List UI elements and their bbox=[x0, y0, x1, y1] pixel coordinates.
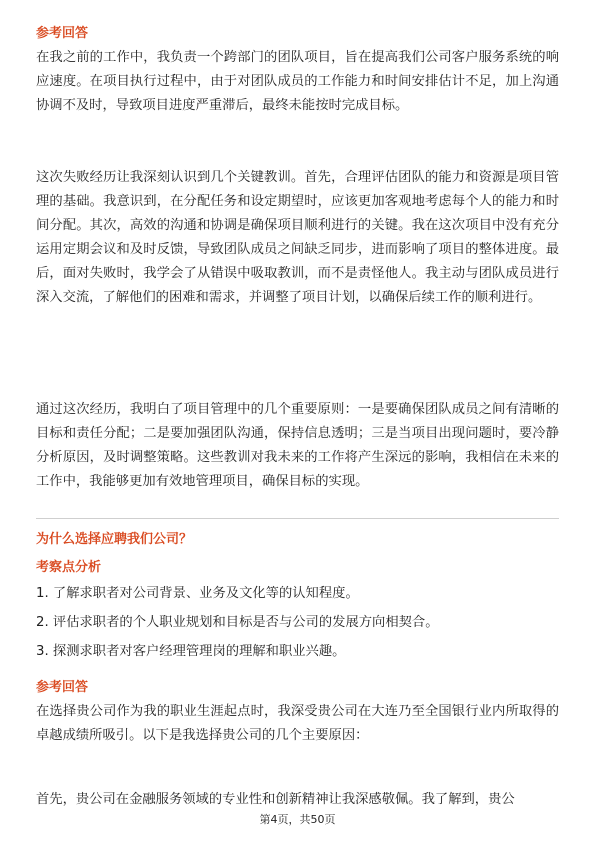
answer-paragraph: 在选择贵公司作为我的职业生涯起点时，我深受贵公司在大连乃至全国银行业内所取得的卓越成绩所吸引。以下是我选择贵公司的几个主要原因： bbox=[36, 704, 559, 743]
page-number: 第4页，共50页 bbox=[259, 813, 336, 826]
analysis-item: 2. 评估求职者的个人职业规划和目标是否与公司的发展方向相契合。 bbox=[36, 615, 439, 630]
answer-heading: 参考回答 bbox=[36, 26, 89, 41]
answer-heading: 参考回答 bbox=[36, 680, 89, 695]
question-title: 为什么选择应聘我们公司？ bbox=[36, 532, 193, 547]
answer-paragraph: 在我之前的工作中，我负责一个跨部门的团队项目，旨在提高我们公司客户服务系统的响应速度。在项目执行过程中，由于对团队成员的工作能力和时间安排估计不足，加上沟通协调不及时，导致项目进度严重滞后，最终未能按时完成目标。 bbox=[36, 50, 559, 113]
answer-paragraph: 这次失败经历让我深刻认识到几个关键教训。首先，合理评估团队的能力和资源是项目管理的基础。我意识到，在分配任务和设定期望时，应该更加客观地考虑每个人的能力和时间分配。其次，高效的沟通和协调是确保项目顺利进行的关键。我在这次项目中没有充分运用定期会议和及时反馈，导致团队成员之间缺乏同步，进而影响了项目的整体进度。最后，面对失败时，我学会了从错误中吸取教训，而不是责怪他人。我主动与团队成员进行深入交流，了解他们的困难和需求，并调整了项目计划，以确保后续工作的顺利进行。 bbox=[36, 170, 559, 305]
answer-paragraph: 通过这次经历，我明白了项目管理中的几个重要原则：一是要确保团队成员之间有清晰的目标和责任分配；二是要加强团队沟通，保持信息透明；三是当项目出现问题时，要冷静分析原因，及时调整策略。这些教训对我未来的工作将产生深远的影响，我相信在未来的工作中，我能够更加有效地管理项目，确保目标的实现。 bbox=[36, 402, 559, 489]
answer-paragraph: 首先，贵公司在金融服务领域的专业性和创新精神让我深感敬佩。我了解到，贵公 bbox=[36, 792, 515, 807]
analysis-heading: 考察点分析 bbox=[36, 560, 102, 575]
analysis-item: 1. 了解求职者对公司背景、业务及文化等的认知程度。 bbox=[36, 586, 359, 601]
analysis-item: 3. 探测求职者对客户经理管理岗的理解和职业兴趣。 bbox=[36, 644, 346, 659]
section-divider bbox=[36, 518, 559, 519]
